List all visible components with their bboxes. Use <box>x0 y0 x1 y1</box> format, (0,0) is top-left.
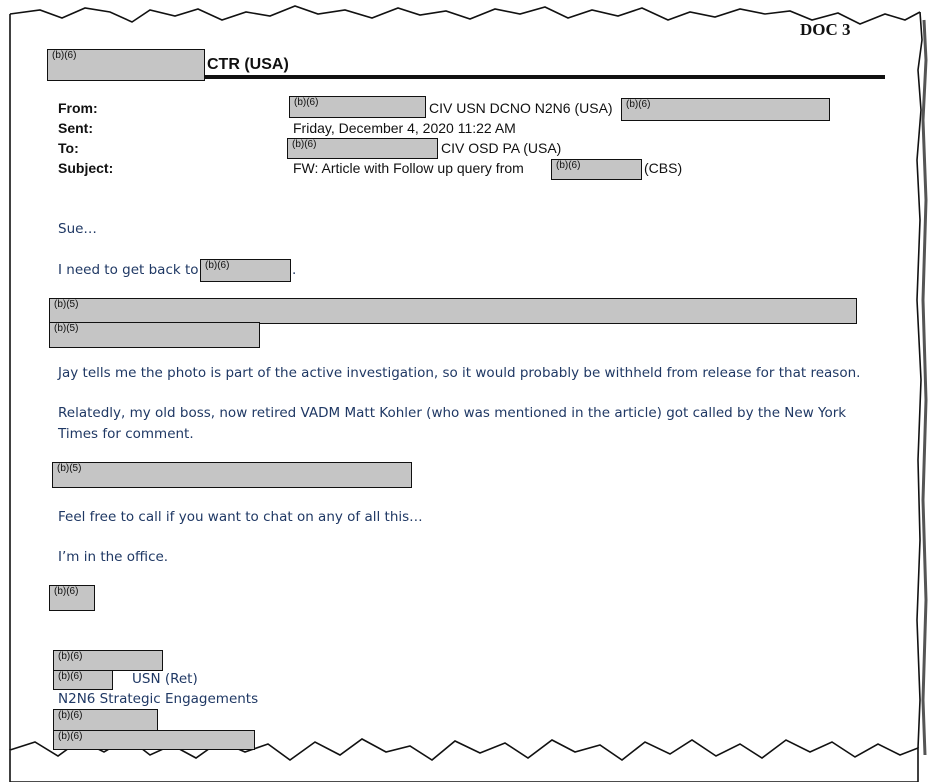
b5-redaction-c <box>52 462 412 488</box>
signature-name-redaction <box>53 650 163 671</box>
redaction-code: (b)(5) <box>54 323 79 334</box>
paragraph-kohler-line-2: Times for comment. <box>58 426 194 442</box>
paragraph-office: I’m in the office. <box>58 549 169 565</box>
top-torn-edge <box>10 6 920 24</box>
right-shadow <box>923 20 926 755</box>
sent-label: Sent: <box>58 120 93 136</box>
redaction-code: (b)(6) <box>292 139 317 150</box>
redaction-code: (b)(6) <box>205 260 230 271</box>
sent-value: Friday, December 4, 2020 11:22 AM <box>293 120 516 136</box>
paragraph-call: Feel free to call if you want to chat on any of all this… <box>58 509 423 525</box>
from-redaction <box>289 96 426 118</box>
subject-prefix: FW: Article with Follow up query from <box>293 160 524 176</box>
header-redaction <box>47 49 205 81</box>
from-label: From: <box>58 100 98 116</box>
redaction-code: (b)(6) <box>556 160 581 171</box>
redaction-code: (b)(6) <box>626 99 651 110</box>
document-label: DOC 3 <box>800 20 851 39</box>
subject-suffix: (CBS) <box>644 160 683 176</box>
redaction-code: (b)(5) <box>54 299 79 310</box>
redaction-code: (b)(5) <box>57 463 82 474</box>
to-label: To: <box>58 140 79 156</box>
from-value: CIV USN DCNO N2N6 (USA) <box>429 100 613 116</box>
redaction-code: (b)(6) <box>58 651 83 662</box>
subject-label: Subject: <box>58 160 114 176</box>
subject-redaction <box>551 159 642 180</box>
b5-redaction-a <box>49 298 857 324</box>
body-line-1-redaction <box>200 259 291 282</box>
greeting: Sue… <box>58 221 97 237</box>
redaction-code: (b)(6) <box>54 586 79 597</box>
sign-off-redaction <box>49 585 95 611</box>
header-rule <box>205 75 885 79</box>
b5-redaction-b <box>49 322 260 348</box>
redaction-code: (b)(6) <box>58 710 83 721</box>
redaction-code: (b)(6) <box>52 50 77 61</box>
from-email-redaction <box>621 98 830 121</box>
paragraph-investigation: Jay tells me the photo is part of the active investigation, so it would probably be withheld from release for that reason. <box>58 365 861 381</box>
paragraph-kohler-line-1: Relatedly, my old boss, now retired VADM Matt Kohler (who was mentioned in the article) got called by the New York <box>58 405 847 421</box>
signature-rank: USN (Ret) <box>132 671 198 687</box>
signature-org: N2N6 Strategic Engagements <box>58 691 259 707</box>
redaction-code: (b)(6) <box>58 731 83 742</box>
signature-email-redaction <box>53 730 255 750</box>
body-line-1: I need to get back to <box>58 262 199 278</box>
redaction-code: (b)(6) <box>58 671 83 682</box>
signature-phone-redaction <box>53 709 158 731</box>
header-name: CTR (USA) <box>207 56 289 73</box>
right-torn-edge <box>917 12 922 748</box>
signature-rank-redaction <box>53 670 113 690</box>
redaction-code: (b)(6) <box>294 97 319 108</box>
to-redaction <box>287 138 438 159</box>
body-line-1-period: . <box>292 262 297 278</box>
to-value: CIV OSD PA (USA) <box>441 140 562 156</box>
